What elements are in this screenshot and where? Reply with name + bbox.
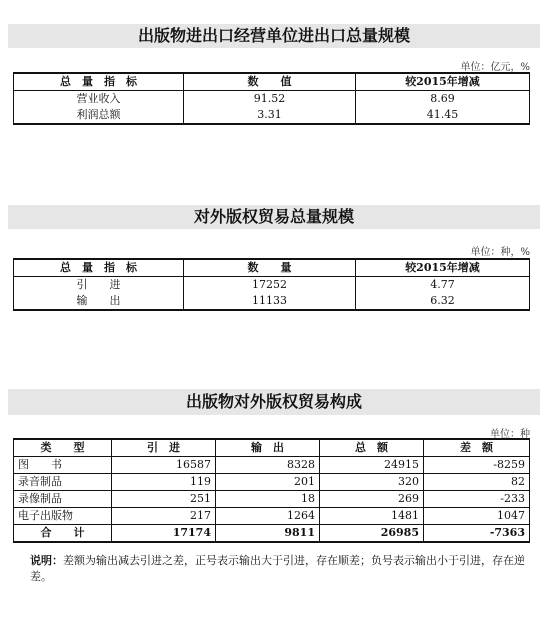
row-label: 输 出 (14, 293, 184, 310)
row-label: 录音制品 (14, 474, 112, 491)
cell-value: 8328 (216, 457, 320, 474)
cell-value: 26985 (320, 525, 424, 543)
row-label: 利润总额 (14, 107, 184, 124)
cell-value: 17252 (184, 277, 356, 294)
cell-value: 251 (112, 491, 216, 508)
cell-value: 4.77 (356, 277, 530, 294)
row-label: 合 计 (14, 525, 112, 543)
section1-table (13, 72, 530, 125)
column-header: 输 出 (216, 439, 320, 457)
column-header: 数 量 (184, 259, 356, 277)
cell-value: 269 (320, 491, 424, 508)
footnote-label: 说明： (30, 554, 63, 567)
section2-unit: 单位：种，% (470, 247, 530, 258)
section3-unit: 单位：种 (490, 429, 530, 440)
cell-value: 18 (216, 491, 320, 508)
section2-title: 对外版权贸易总量规模 (193, 207, 354, 226)
table-row (14, 107, 530, 124)
column-header: 差 额 (424, 439, 530, 457)
column-header: 引 进 (112, 439, 216, 457)
table-row (14, 457, 530, 474)
cell-value: 1047 (424, 508, 530, 525)
footnote-text: 差额为输出减去引进之差，正号表示输出大于引进，存在顺差；负号表示输出小于引进，存在逆差。 (30, 554, 525, 583)
cell-value: 91.52 (184, 91, 356, 108)
column-header: 总 量 指 标 (14, 259, 184, 277)
table-header-row (14, 439, 530, 457)
section2-title-band (8, 205, 540, 229)
cell-value: 217 (112, 508, 216, 525)
column-header: 数 值 (184, 73, 356, 91)
cell-value: 16587 (112, 457, 216, 474)
cell-value: 11133 (184, 293, 356, 310)
section1-title-band (8, 24, 540, 48)
table-row (14, 491, 530, 508)
cell-value: 8.69 (356, 91, 530, 108)
cell-value: 17174 (112, 525, 216, 543)
cell-value: 41.45 (356, 107, 530, 124)
column-header: 较2015年增减 (356, 73, 530, 91)
cell-value: 6.32 (356, 293, 530, 310)
row-label: 引 进 (14, 277, 184, 294)
section3-title: 出版物对外版权贸易构成 (185, 392, 362, 411)
cell-value: 82 (424, 474, 530, 491)
section3-title-band (8, 389, 540, 415)
table-row (14, 91, 530, 108)
table-row (14, 474, 530, 491)
table-total-row (14, 525, 530, 543)
row-label: 电子出版物 (14, 508, 112, 525)
cell-value: -8259 (424, 457, 530, 474)
cell-value: -7363 (424, 525, 530, 543)
column-header: 类 型 (14, 439, 112, 457)
cell-value: 9811 (216, 525, 320, 543)
cell-value: 1264 (216, 508, 320, 525)
row-label: 图 书 (14, 457, 112, 474)
column-header: 总 量 指 标 (14, 73, 184, 91)
column-header: 较2015年增减 (356, 259, 530, 277)
table-header-row (14, 259, 530, 277)
section2-table (13, 258, 530, 311)
table-header-row (14, 73, 530, 91)
column-header: 总 额 (320, 439, 424, 457)
cell-value: 3.31 (184, 107, 356, 124)
section1-title: 出版物进出口经营单位进出口总量规模 (137, 26, 410, 45)
row-label: 营业收入 (14, 91, 184, 108)
cell-value: -233 (424, 491, 530, 508)
section3-table (13, 438, 530, 543)
cell-value: 201 (216, 474, 320, 491)
table-row (14, 277, 530, 294)
cell-value: 119 (112, 474, 216, 491)
section1-unit: 单位：亿元，% (460, 62, 530, 73)
cell-value: 24915 (320, 457, 424, 474)
cell-value: 320 (320, 474, 424, 491)
table-row (14, 508, 530, 525)
cell-value: 1481 (320, 508, 424, 525)
row-label: 录像制品 (14, 491, 112, 508)
footnote (30, 553, 530, 585)
table-row (14, 293, 530, 310)
